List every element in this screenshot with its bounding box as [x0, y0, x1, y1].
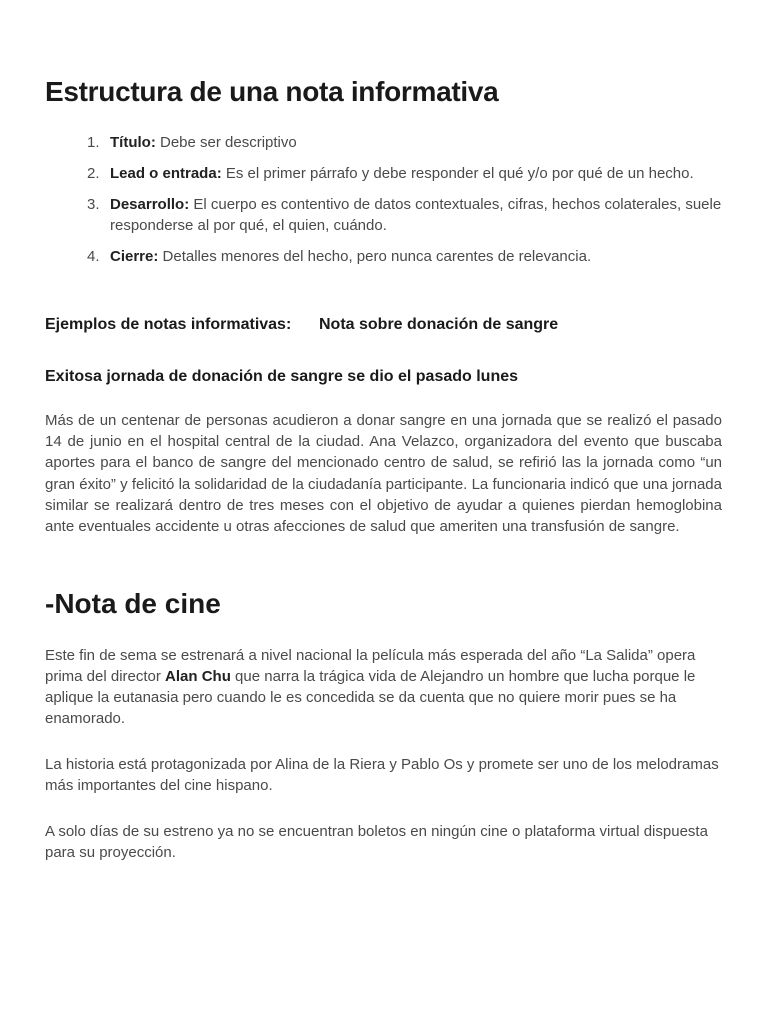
- director-name: Alan Chu: [165, 668, 231, 685]
- examples-label: Ejemplos de notas informativas:: [45, 316, 292, 333]
- list-item-text: Detalles menores del hecho, pero nunca carentes de relevancia.: [158, 248, 592, 265]
- news-body-paragraph: Más de un centenar de personas acudieron a donar sangre en una jornada que se realizó el pasado 14 de junio en el hospital central de la ciudad. Ana Velazco, organizadora del evento que buscaba aportes para el banco de sangre del mencionado centro de salud, se refirió las la jornada como “un gran éxito” y felicitó la solidaridad de la ciudadanía participante. La funcionaria indicó que una jornada similar se realizará dentro de tres meses con el objetivo de ayudar a quienes pierdan hemoglobina ante eventuales accidente u otras afecciones de salud que ameriten una transfusión de sangre.: [45, 412, 722, 536]
- document-title: Estructura de una nota informativa: [45, 76, 499, 107]
- list-item-number: 4.: [87, 248, 100, 265]
- cine-paragraph: [45, 645, 722, 729]
- cine-paragraph-text: Este fin de sema se estrenará a nivel nacional la película más esperada del año “La Salida” opera prima del director: [45, 647, 696, 685]
- list-item-text: Debe ser descriptivo: [155, 134, 297, 151]
- list-item-number: 1.: [87, 134, 100, 151]
- news-headline: Exitosa jornada de donación de sangre se dio el pasado lunes: [45, 368, 519, 385]
- list-item: [45, 194, 722, 236]
- structure-list: [45, 132, 722, 277]
- cine-paragraph: A solo días de su estreno ya no se encuentran boletos en ningún cine o plataforma virtual dispuesta para su proyección.: [45, 823, 708, 861]
- list-item-term: Desarrollo:: [110, 196, 190, 213]
- list-item: [45, 246, 722, 267]
- list-item-number: 3.: [87, 196, 100, 213]
- cine-paragraph: La historia está protagonizada por Alina de la Riera y Pablo Os y promete ser uno de los melodramas más importantes del cine hispano.: [45, 756, 719, 794]
- list-item-number: 2.: [87, 165, 100, 182]
- list-item-term: Título:: [110, 134, 156, 151]
- example-title: Nota sobre donación de sangre: [319, 316, 559, 333]
- cine-paragraph-text: que narra la trágica vida de Alejandro un hombre que lucha porque le aplique la eutanasia pero cuando le es concedida se da cuenta que no quiere morir pues se ha enamorado.: [45, 668, 696, 727]
- list-item-term: Cierre:: [110, 248, 159, 265]
- list-item-term: Lead o entrada:: [110, 165, 222, 182]
- list-item: [45, 163, 722, 184]
- examples-heading-row: [45, 316, 559, 334]
- list-item-text: Es el primer párrafo y debe responder el qué y/o por qué de un hecho.: [221, 165, 694, 182]
- cine-section-title: -Nota de cine: [45, 588, 221, 619]
- list-item-text: El cuerpo es contentivo de datos contextuales, cifras, hechos colaterales, suele responderse al por qué, el quien, cuándo.: [110, 196, 722, 234]
- list-item: [45, 132, 722, 153]
